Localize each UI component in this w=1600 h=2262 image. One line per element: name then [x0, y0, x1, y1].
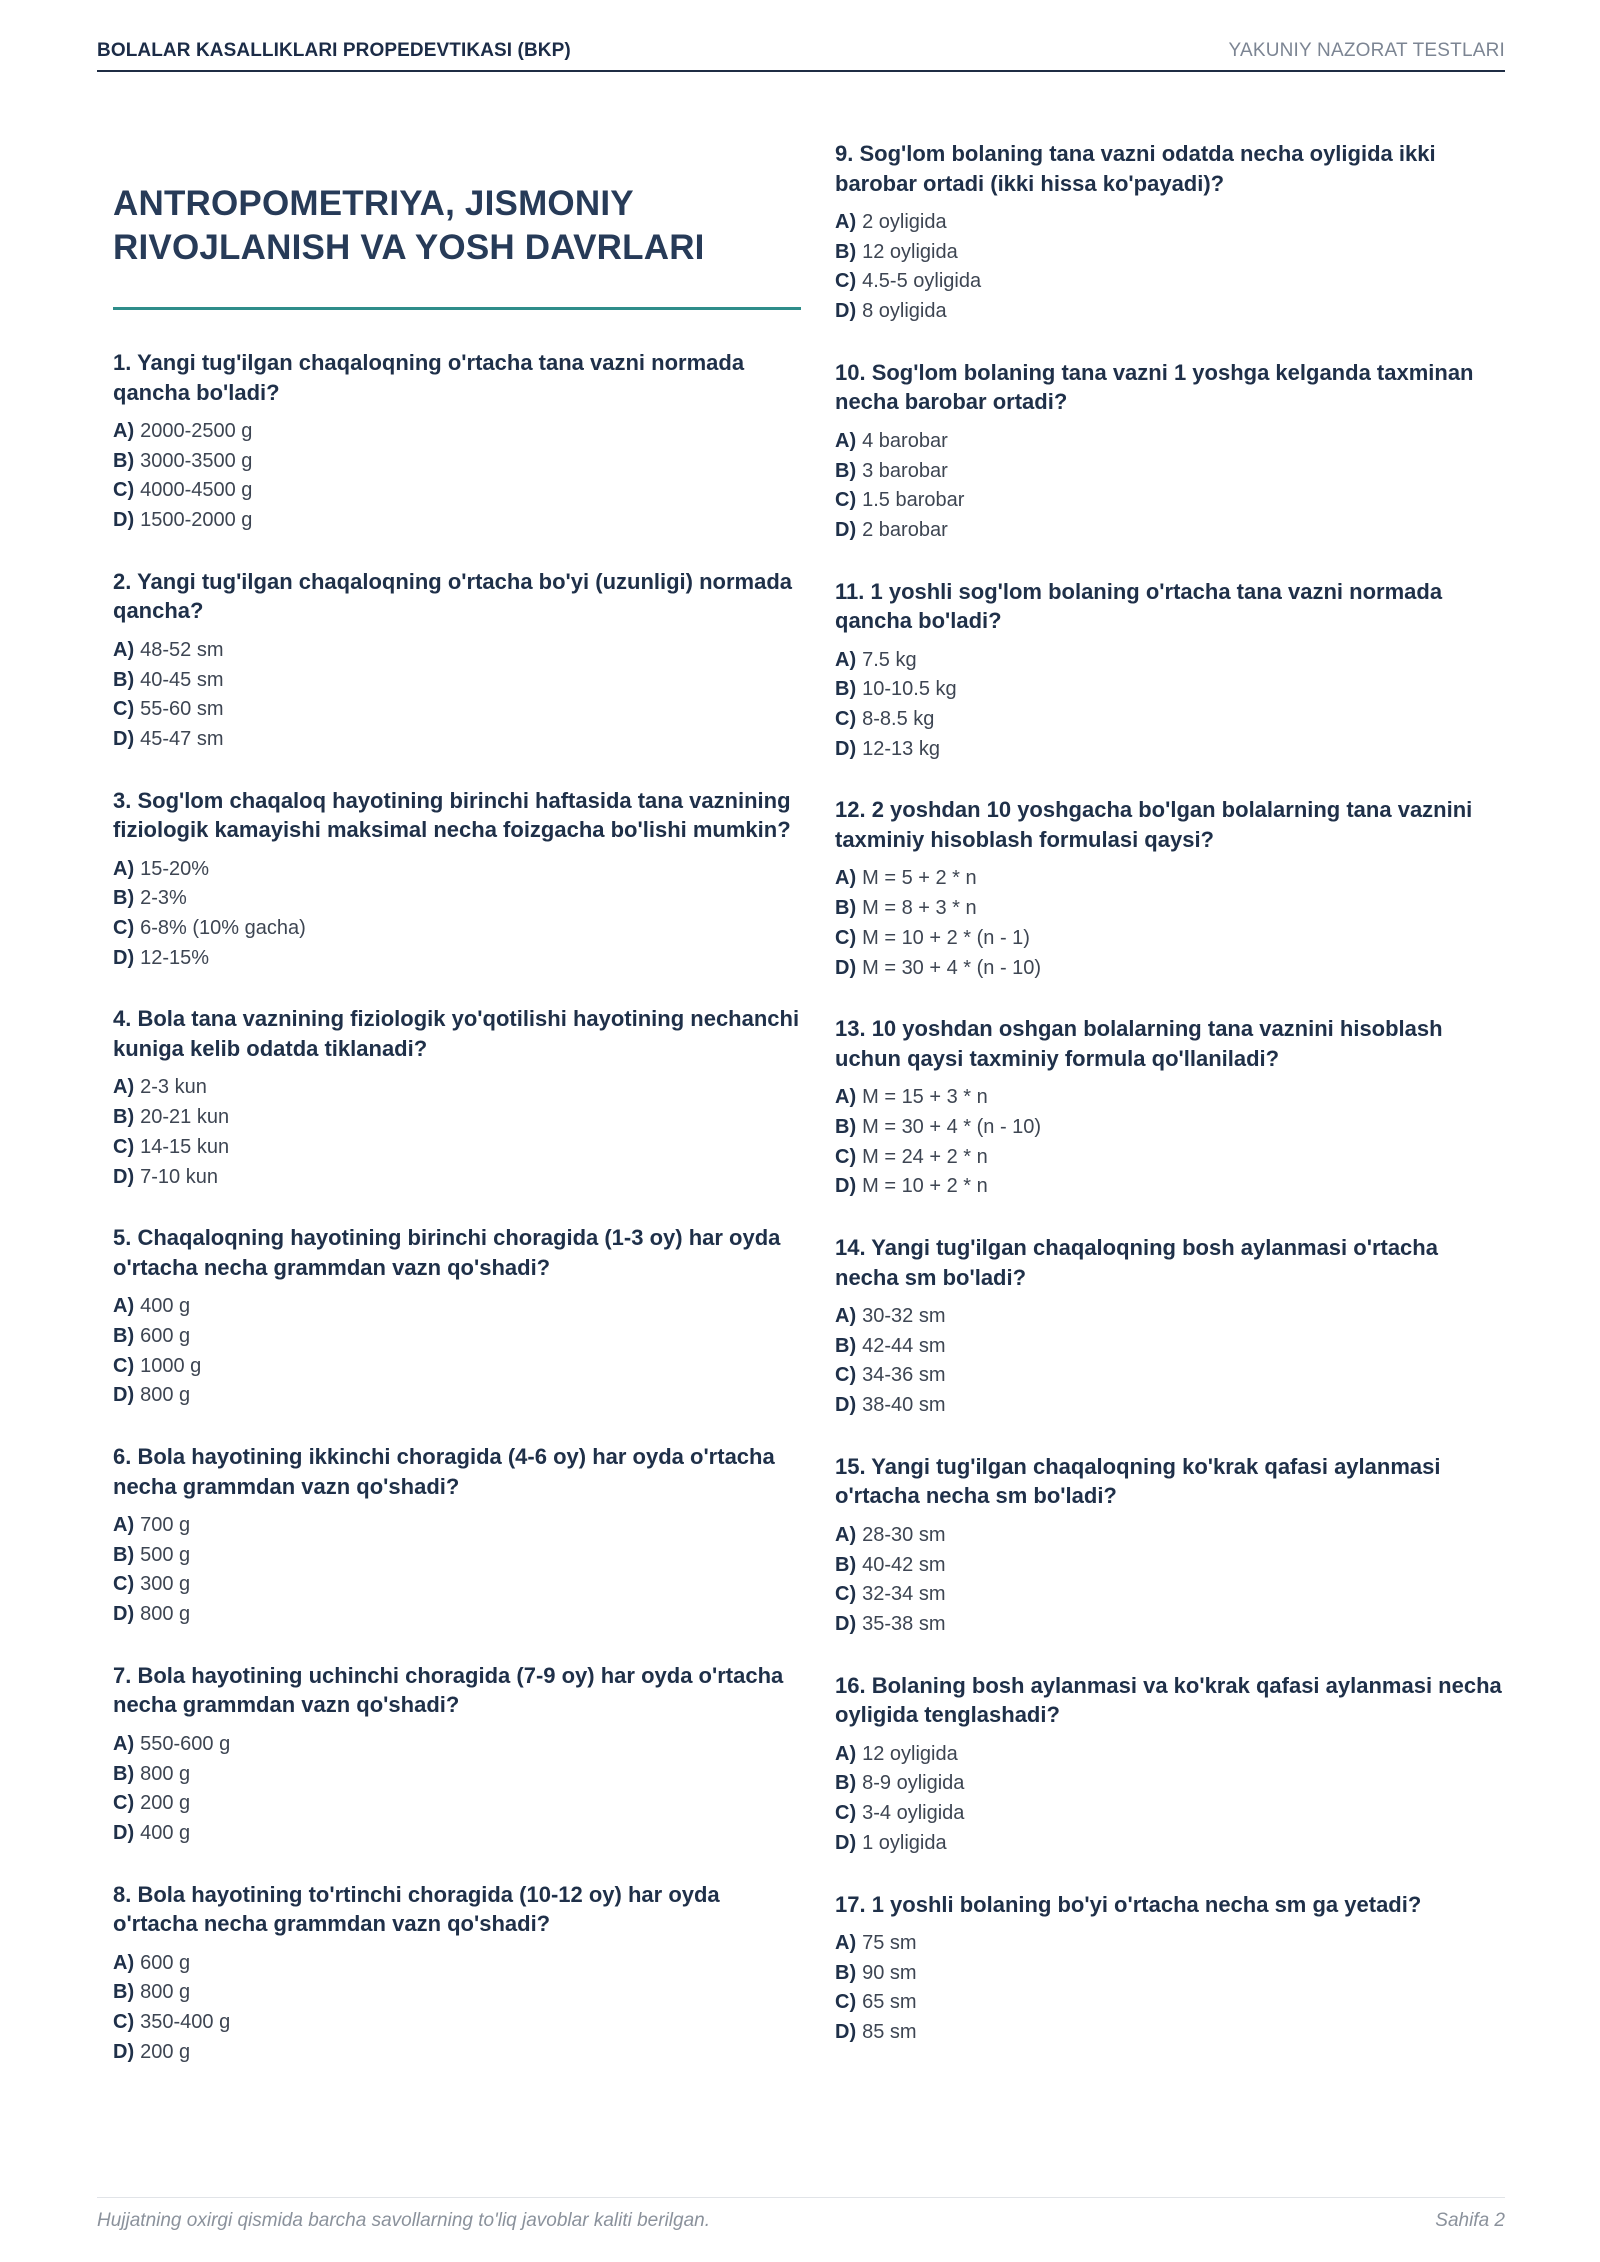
option-letter: D)	[835, 300, 857, 323]
answer-option	[113, 944, 803, 974]
option-letter: B)	[835, 240, 857, 263]
option-letter: B)	[835, 1772, 857, 1795]
answer-option	[835, 1332, 1505, 1362]
option-text: M = 30 + 4 * (n - 10)	[862, 1115, 1042, 1138]
option-letter: C)	[835, 926, 857, 949]
question-text: 9. Sog'lom bolaning tana vazni odatda necha oyligida ikki barobar ortadi (ikki hissa ko'payadi)?	[835, 141, 1436, 196]
answer-option	[835, 457, 1505, 487]
option-letter: B)	[113, 887, 135, 910]
option-letter: A)	[113, 420, 135, 442]
option-text: 55-60 sm	[140, 698, 224, 721]
option-text: 8-9 oyligida	[862, 1772, 965, 1795]
answer-options	[113, 855, 803, 974]
section-title	[113, 182, 803, 270]
option-letter: D)	[113, 1384, 135, 1407]
option-text: 200 g	[140, 1792, 191, 1815]
option-letter: D)	[113, 509, 135, 532]
answer-option	[835, 1610, 1505, 1640]
option-text: 45-47 sm	[140, 727, 224, 750]
option-text: 12 oyligida	[862, 240, 958, 263]
option-text: 2 oyligida	[862, 211, 947, 233]
answer-option	[113, 1352, 803, 1382]
question-text: 14. Yangi tug'ilgan chaqaloqning bosh aylanmasi o'rtacha necha sm bo'ladi?	[835, 1235, 1438, 1290]
option-text: 600 g	[140, 1951, 191, 1974]
option-text: M = 8 + 3 * n	[862, 897, 977, 920]
option-letter: A)	[835, 1086, 857, 1109]
option-letter: B)	[835, 1334, 857, 1357]
option-letter: D)	[113, 1603, 135, 1626]
option-letter: B)	[113, 1762, 135, 1785]
option-text: 4.5-5 oyligida	[862, 270, 982, 293]
question-text: 7. Bola hayotining uchinchi choragida (7-9 oy) har oyda o'rtacha necha grammdan vazn qo'shadi?	[113, 1662, 784, 1718]
option-letter: A)	[113, 1732, 135, 1755]
left-column	[113, 182, 803, 2099]
option-letter: A)	[835, 867, 857, 890]
answer-option	[835, 1829, 1505, 1859]
answer-option	[835, 1521, 1505, 1551]
answer-option	[113, 1949, 803, 1979]
answer-options	[835, 864, 1505, 983]
option-text: M = 15 + 3 * n	[862, 1086, 988, 1109]
option-letter: C)	[835, 270, 857, 293]
option-letter: C)	[835, 708, 857, 731]
answer-option	[113, 2008, 803, 2038]
answer-options	[835, 427, 1505, 546]
option-text: M = 30 + 4 * (n - 10)	[862, 956, 1042, 979]
answer-option	[835, 208, 1505, 238]
question-block	[835, 358, 1505, 546]
option-letter: A)	[835, 429, 857, 452]
answer-option	[113, 1073, 803, 1103]
answer-option	[113, 1978, 803, 2008]
option-text: 40-42 sm	[862, 1553, 946, 1576]
answer-option	[113, 725, 803, 755]
question-block	[113, 1223, 803, 1411]
option-letter: A)	[113, 857, 135, 880]
option-letter: C)	[113, 917, 135, 940]
option-text: 12-15%	[140, 946, 210, 969]
option-text: 42-44 sm	[862, 1334, 946, 1357]
option-text: 550-600 g	[140, 1732, 231, 1755]
option-letter: A)	[835, 211, 857, 233]
option-letter: A)	[835, 1305, 857, 1328]
question-block	[835, 1014, 1505, 1202]
option-letter: C)	[113, 1354, 135, 1377]
answer-option	[113, 1730, 803, 1760]
answer-option	[113, 1570, 803, 1600]
option-text: 75 sm	[862, 1932, 917, 1954]
answer-options	[835, 1929, 1505, 2048]
answer-option	[113, 666, 803, 696]
option-text: 28-30 sm	[862, 1523, 946, 1546]
answer-options	[113, 1949, 803, 2068]
option-text: 65 sm	[862, 1991, 917, 2014]
option-letter: B)	[835, 1553, 857, 1576]
page-number: Sahifa 2	[1435, 2210, 1505, 2231]
option-letter: C)	[113, 698, 135, 721]
answer-options	[113, 1073, 803, 1192]
option-letter: C)	[113, 2011, 135, 2034]
option-text: 800 g	[140, 1384, 191, 1407]
question-block	[835, 577, 1505, 765]
answer-option	[835, 1083, 1505, 1113]
answer-option	[835, 427, 1505, 457]
question-text: 11. 1 yoshli sog'lom bolaning o'rtacha tana vazni normada qancha bo'ladi?	[835, 578, 1443, 634]
answer-option	[113, 1292, 803, 1322]
option-letter: C)	[835, 1583, 857, 1606]
answer-option	[835, 297, 1505, 327]
option-text: 38-40 sm	[862, 1394, 946, 1417]
question-block	[113, 567, 803, 755]
option-letter: A)	[835, 648, 857, 671]
question-text: 4. Bola tana vaznining fiziologik yo'qotilishi hayotining nechanchi kuniga kelib odatda tiklanadi?	[113, 1006, 800, 1061]
question-block	[835, 1233, 1505, 1421]
answer-option	[835, 267, 1505, 297]
option-letter: B)	[835, 459, 857, 482]
answer-option	[113, 447, 803, 477]
answer-option	[113, 855, 803, 885]
option-text: 3 barobar	[862, 459, 948, 482]
answer-option	[835, 864, 1505, 894]
option-letter: C)	[835, 489, 857, 512]
answer-option	[835, 894, 1505, 924]
option-letter: D)	[835, 518, 857, 541]
answer-option	[113, 1819, 803, 1849]
option-letter: C)	[113, 1135, 135, 1158]
option-letter: B)	[835, 1961, 857, 1984]
answer-option	[113, 1103, 803, 1133]
option-letter: A)	[835, 1523, 857, 1546]
answer-option	[835, 1361, 1505, 1391]
answer-options	[113, 636, 803, 755]
option-letter: D)	[113, 2040, 135, 2063]
option-letter: B)	[113, 1543, 135, 1566]
option-letter: D)	[113, 727, 135, 750]
answer-options	[113, 417, 803, 536]
answer-option	[113, 1541, 803, 1571]
answer-option	[113, 914, 803, 944]
question-block	[113, 1442, 803, 1630]
question-block	[113, 1880, 803, 2068]
question-block	[835, 1452, 1505, 1640]
option-text: 4 barobar	[862, 429, 948, 452]
answer-option	[835, 486, 1505, 516]
question-text: 16. Bolaning bosh aylanmasi va ko'krak qafasi aylanmasi necha oyligida tenglashadi?	[835, 1672, 1502, 1728]
footer-note: Hujjatning oxirgi qismida barcha savollarning to'liq javoblar kaliti berilgan.	[97, 2210, 711, 2231]
option-letter: D)	[835, 1394, 857, 1417]
answer-option	[113, 695, 803, 725]
answer-option	[113, 2038, 803, 2068]
option-text: 500 g	[140, 1543, 191, 1566]
option-text: 700 g	[140, 1514, 191, 1537]
answer-option	[835, 924, 1505, 954]
answer-option	[835, 675, 1505, 705]
section-title-line-1: ANTROPOMETRIYA, JISMONIY	[113, 184, 634, 223]
question-block	[835, 1671, 1505, 1859]
document-course-title: BOLALAR KASALLIKLARI PROPEDEVTIKASI (BKP)	[97, 40, 571, 61]
answer-option	[113, 1760, 803, 1790]
option-letter: B)	[835, 678, 857, 701]
question-text: 5. Chaqaloqning hayotining birinchi choragida (1-3 oy) har oyda o'rtacha necha grammdan vazn qo'shadi?	[113, 1225, 781, 1280]
question-text: 8. Bola hayotining to'rtinchi choragida (10-12 oy) har oyda o'rtacha necha grammdan vazn qo'shadi?	[113, 1881, 720, 1937]
answer-option	[113, 417, 803, 447]
option-letter: A)	[835, 1932, 857, 1954]
answer-option	[835, 1113, 1505, 1143]
option-letter: C)	[113, 479, 135, 502]
answer-option	[835, 1391, 1505, 1421]
option-letter: B)	[113, 1981, 135, 2004]
answer-options	[113, 1730, 803, 1849]
question-block	[113, 348, 803, 536]
option-letter: C)	[835, 1802, 857, 1825]
question-block	[835, 795, 1505, 983]
answer-option	[835, 1799, 1505, 1829]
option-text: 90 sm	[862, 1961, 917, 1984]
option-letter: A)	[835, 1742, 857, 1765]
option-text: 30-32 sm	[862, 1305, 946, 1328]
option-letter: D)	[835, 1175, 857, 1198]
answer-option	[835, 954, 1505, 984]
option-text: 800 g	[140, 1981, 191, 2004]
question-text: 6. Bola hayotining ikkinchi choragida (4-6 oy) har oyda o'rtacha necha grammdan vazn qo'shadi?	[113, 1444, 775, 1499]
option-text: 20-21 kun	[140, 1106, 230, 1129]
answer-option	[835, 1143, 1505, 1173]
answer-option	[835, 516, 1505, 546]
option-text: 2-3%	[140, 887, 187, 910]
answer-option	[113, 1381, 803, 1411]
option-text: 40-45 sm	[140, 668, 224, 691]
answer-option	[835, 646, 1505, 676]
option-text: 12-13 kg	[862, 737, 940, 760]
option-text: 400 g	[140, 1821, 191, 1844]
option-text: 10-10.5 kg	[862, 678, 957, 701]
option-text: 85 sm	[862, 2021, 917, 2044]
option-letter: D)	[835, 737, 857, 760]
question-text: 2. Yangi tug'ilgan chaqaloqning o'rtacha bo'yi (uzunligi) normada qancha?	[113, 568, 793, 624]
answer-option	[835, 1551, 1505, 1581]
option-text: 800 g	[140, 1603, 191, 1626]
option-text: 32-34 sm	[862, 1583, 946, 1606]
answer-option	[835, 1172, 1505, 1202]
option-text: 7.5 kg	[862, 648, 917, 671]
option-letter: A)	[113, 1514, 135, 1537]
option-text: 2 barobar	[862, 518, 948, 541]
option-letter: A)	[113, 1076, 135, 1099]
option-text: 600 g	[140, 1324, 191, 1347]
option-text: M = 10 + 2 * n	[862, 1175, 988, 1198]
option-letter: B)	[113, 668, 135, 691]
answer-option	[113, 636, 803, 666]
answer-option	[113, 1163, 803, 1193]
question-block	[835, 1890, 1505, 2048]
document-test-type: YAKUNIY NAZORAT TESTLARI	[1228, 40, 1505, 61]
option-letter: D)	[835, 1612, 857, 1635]
answer-option	[113, 1133, 803, 1163]
option-letter: D)	[113, 1165, 135, 1188]
question-block	[113, 1004, 803, 1192]
question-text: 17. 1 yoshli bolaning bo'yi o'rtacha necha sm ga yetadi?	[835, 1891, 1422, 1917]
option-text: 1500-2000 g	[140, 509, 253, 532]
option-text: 35-38 sm	[862, 1612, 946, 1635]
option-text: 1.5 barobar	[862, 489, 965, 512]
answer-option	[113, 476, 803, 506]
option-text: 6-8% (10% gacha)	[140, 917, 306, 940]
option-text: 48-52 sm	[140, 638, 224, 661]
answer-option	[835, 735, 1505, 765]
section-title-line-2: RIVOJLANISH VA YOSH DAVRLARI	[113, 228, 705, 267]
option-letter: A)	[113, 1295, 135, 1318]
answer-options	[835, 208, 1505, 327]
option-letter: C)	[113, 1573, 135, 1596]
question-text: 12. 2 yoshdan 10 yoshgacha bo'lgan bolalarning tana vaznini taxminiy hisoblash formulasi qaysi?	[835, 797, 1473, 852]
option-text: 350-400 g	[140, 2011, 231, 2034]
option-letter: C)	[835, 1364, 857, 1387]
answer-option	[835, 1959, 1505, 1989]
answer-option	[835, 238, 1505, 268]
option-text: 4000-4500 g	[140, 479, 253, 502]
answer-options	[113, 1292, 803, 1411]
option-letter: D)	[835, 956, 857, 979]
page-footer	[97, 2197, 1505, 2238]
answer-options	[835, 1740, 1505, 1859]
answer-option	[835, 2018, 1505, 2048]
option-text: 34-36 sm	[862, 1364, 946, 1387]
option-text: 8 oyligida	[862, 300, 947, 323]
question-list-right	[835, 139, 1505, 2048]
option-text: 300 g	[140, 1573, 191, 1596]
option-letter: B)	[113, 449, 135, 472]
option-letter: A)	[113, 638, 135, 661]
option-letter: D)	[113, 946, 135, 969]
option-letter: B)	[113, 1106, 135, 1129]
option-text: 7-10 kun	[140, 1165, 218, 1188]
question-text: 1. Yangi tug'ilgan chaqaloqning o'rtacha tana vazni normada qancha bo'ladi?	[113, 350, 745, 405]
question-text: 15. Yangi tug'ilgan chaqaloqning ko'krak qafasi aylanmasi o'rtacha necha sm bo'ladi?	[835, 1453, 1441, 1509]
option-text: 15-20%	[140, 857, 210, 880]
answer-options	[835, 1083, 1505, 1202]
option-text: 1 oyligida	[862, 1831, 947, 1854]
answer-option	[113, 884, 803, 914]
option-text: 12 oyligida	[862, 1742, 958, 1765]
right-column	[835, 139, 1505, 2079]
option-text: 8-8.5 kg	[862, 708, 935, 731]
option-text: 2000-2500 g	[140, 420, 253, 442]
answer-options	[835, 1521, 1505, 1640]
answer-option	[113, 1600, 803, 1630]
option-text: M = 5 + 2 * n	[862, 867, 977, 890]
answer-option	[835, 1988, 1505, 2018]
option-letter: B)	[113, 1324, 135, 1347]
option-letter: D)	[835, 1831, 857, 1854]
answer-option	[835, 1580, 1505, 1610]
question-block	[835, 139, 1505, 327]
answer-options	[835, 1302, 1505, 1421]
answer-options	[113, 1511, 803, 1630]
option-text: 2-3 kun	[140, 1076, 207, 1099]
question-list-left	[113, 348, 803, 2068]
option-letter: A)	[113, 1951, 135, 1974]
option-text: 800 g	[140, 1762, 191, 1785]
answer-option	[835, 1302, 1505, 1332]
option-letter: D)	[835, 2021, 857, 2044]
option-text: 200 g	[140, 2040, 191, 2063]
page-header	[97, 38, 1505, 72]
option-text: M = 24 + 2 * n	[862, 1145, 988, 1168]
question-text: 13. 10 yoshdan oshgan bolalarning tana vaznini hisoblash uchun qaysi taxminiy formula qo'llaniladi?	[835, 1016, 1443, 1071]
option-letter: C)	[835, 1145, 857, 1168]
question-block	[113, 1661, 803, 1849]
question-block	[113, 786, 803, 974]
option-text: 14-15 kun	[140, 1135, 230, 1158]
answer-option	[113, 1322, 803, 1352]
answer-option	[113, 506, 803, 536]
option-text: 3-4 oyligida	[862, 1802, 965, 1825]
option-text: 1000 g	[140, 1354, 202, 1377]
option-letter: B)	[835, 1115, 857, 1138]
option-letter: C)	[113, 1792, 135, 1815]
option-text: 400 g	[140, 1295, 191, 1318]
answer-option	[113, 1789, 803, 1819]
answer-option	[835, 1740, 1505, 1770]
section-divider	[113, 307, 801, 310]
option-letter: B)	[835, 897, 857, 920]
option-letter: D)	[113, 1821, 135, 1844]
answer-option	[113, 1511, 803, 1541]
answer-option	[835, 1929, 1505, 1959]
question-text: 10. Sog'lom bolaning tana vazni 1 yoshga kelganda taxminan necha barobar ortadi?	[835, 359, 1474, 415]
answer-option	[835, 705, 1505, 735]
option-text: 3000-3500 g	[140, 449, 253, 472]
question-text: 3. Sog'lom chaqaloq hayotining birinchi haftasida tana vaznining fiziologik kamayishi maksimal necha foizgacha bo'lishi mumkin?	[113, 787, 791, 843]
answer-option	[835, 1769, 1505, 1799]
answer-options	[835, 646, 1505, 765]
option-letter: C)	[835, 1991, 857, 2014]
option-text: M = 10 + 2 * (n - 1)	[862, 926, 1030, 949]
